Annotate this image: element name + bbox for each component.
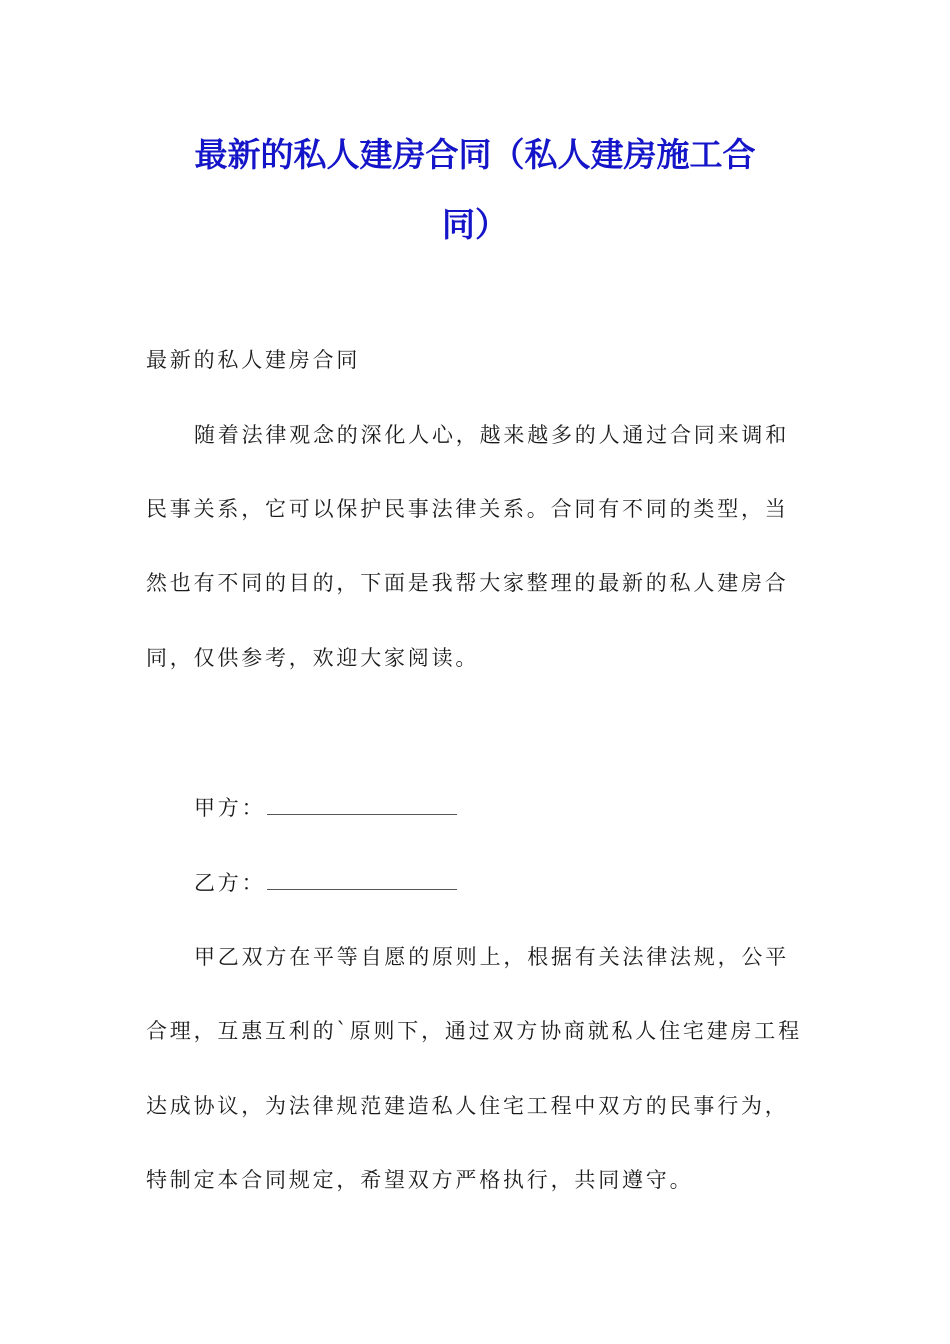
document-title-line-2: 同） [442, 205, 508, 244]
intro-line-3: 然也有不同的目的，下面是我帮大家整理的最新的私人建房合 [146, 571, 789, 595]
intro-line-4: 同，仅供参考，欢迎大家阅读。 [146, 646, 480, 670]
party-a-blank [267, 796, 457, 815]
party-b-blank [267, 871, 457, 890]
party-b-label: 乙方： [194, 871, 266, 895]
party-a-row [194, 793, 457, 823]
intro-line-2: 民事关系，它可以保护民事法律关系。合同有不同的类型，当 [146, 497, 789, 521]
intro-line-1: 随着法律观念的深化人心，越来越多的人通过合同来调和 [194, 423, 789, 447]
document-title-line-1: 最新的私人建房合同（私人建房施工合 [194, 135, 756, 174]
document-subtitle: 最新的私人建房合同 [146, 348, 361, 372]
agreement-line-3: 达成协议，为法律规范建造私人住宅工程中双方的民事行为， [146, 1094, 789, 1118]
party-a-label: 甲方： [194, 796, 266, 820]
party-b-row [194, 868, 457, 898]
agreement-line-4: 特制定本合同规定，希望双方严格执行，共同遵守。 [146, 1168, 694, 1192]
agreement-line-1: 甲乙双方在平等自愿的原则上，根据有关法律法规，公平 [194, 945, 789, 969]
agreement-line-2: 合理，互惠互利的`原则下，通过双方协商就私人住宅建房工程 [146, 1019, 802, 1043]
